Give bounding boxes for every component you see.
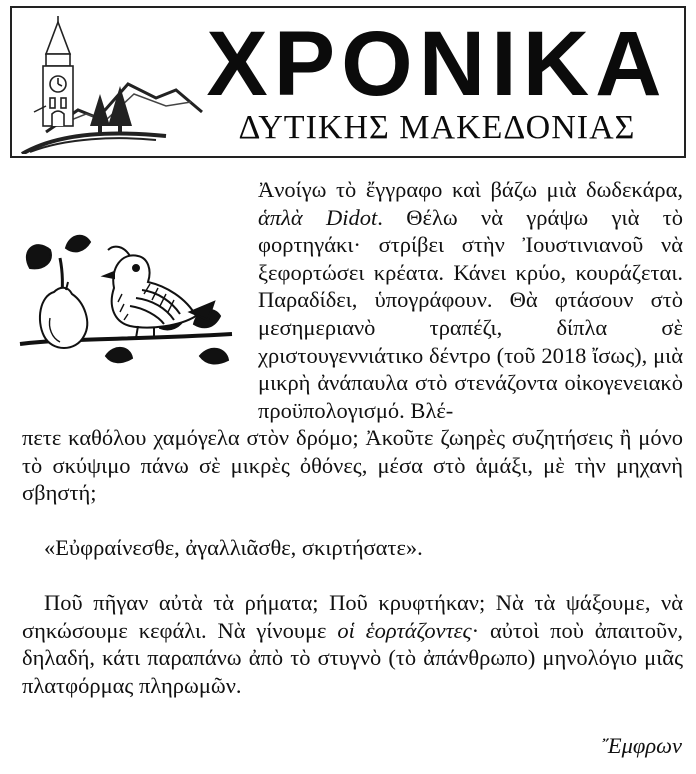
article-paragraph-2 xyxy=(22,589,683,699)
paragraph-1-italic: ἁπλὰ Didot xyxy=(258,204,378,230)
article-quote: «Εὐφραίνεσθε, ἀγαλλιᾶσθε, σκιρτήσατε». xyxy=(44,535,423,560)
paragraph-1-text-start: Ἀνοίγω τὸ ἔγγραφο καὶ βάζω μιὰ δωδεκάρα, xyxy=(258,177,683,202)
masthead xyxy=(10,6,686,158)
partridge-pear-tree-icon xyxy=(10,228,240,368)
author-signature: Ἔμφρων xyxy=(602,733,682,758)
article-paragraph-1 xyxy=(258,176,683,424)
paragraph-2-text-end: · αὐτοὶ ποὺ ἀπαιτοῦν, δηλαδή, κάτι παραπάνω ἀπὸ τὸ στυγνὸ (τὸ ἀπάνθρωπο) μηνολόγιο μιᾶς πλατφόρμας πληρωμῶν. xyxy=(22,617,683,698)
masthead-title: ΧΡΟΝΙΚΑ xyxy=(206,13,668,115)
clock-tower-mountains-logo xyxy=(16,14,206,154)
paragraph-1-text-end: . Θέλω νὰ γράψω γιὰ τὸ φορτηγάκι· στρίβει στὴν Ἰουστινιανοῦ νὰ ξεφορτώσει κρέατα. Κάνει κρύο, κουράζεται. Παραδίδει, ὑπογράφουν. Θὰ φτάσουν στὸ μεσημεριανὸ τραπέζι, δίπλα σὲ χριστουγεννιάτικο δέντρο (τοῦ 2018 ἴσως), μιὰ μικρὴ ἀνάπαυλα στὸ στενάζοντα οἰκογενειακὸ προϋπολογισμό. Βλέ- xyxy=(258,204,684,423)
article-paragraph-1-continued: πετε καθόλου χαμόγελα στὸν δρόμο; Ἀκοῦτε ζωηρὲς συζητήσεις ἢ μόνο τὸ σκύψιμο πάνω σὲ μικρὲς ὀθόνες, μέσα στὸ ἁμάξι, μὲ τὴν μηχανὴ σβηστή; xyxy=(22,425,683,506)
paragraph-2-text-start: Ποῦ πῆγαν αὐτὰ τὰ ρήματα; Ποῦ κρυφτήκαν; Νὰ τὰ ψάξουμε, νὰ σηκώσουμε κεφάλι. Νὰ γίνουμε xyxy=(22,590,683,643)
masthead-subtitle: ΔΥΤΙΚΗΣ ΜΑΚΕΔΟΝΙΑΣ xyxy=(238,109,636,146)
paragraph-2-italic: οἱ ἑορτάζοντες xyxy=(337,617,472,643)
